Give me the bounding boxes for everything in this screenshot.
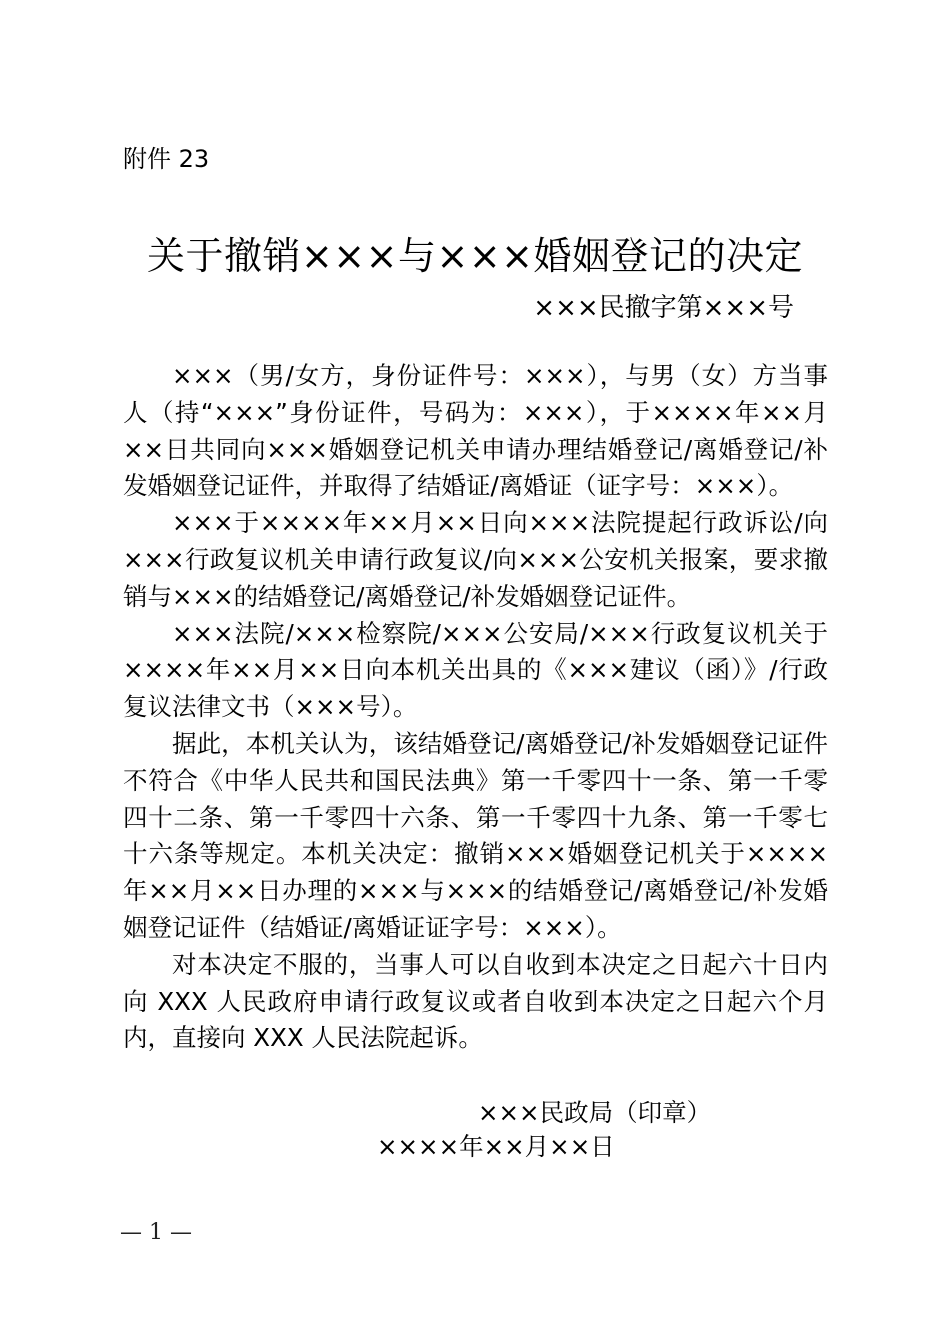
- paragraph-registration: ×××（男/女方，身份证件号：×××），与男（女）方当事人（持“×××”身份证件，号码为：×××），于××××年××月××日共同向×××婚姻登记机关申请办理结婚登记/离婚登记/补发婚姻登记证件，并取得了结婚证/离婚证（证字号：×××）。: [123, 361, 828, 501]
- document-body: [123, 358, 828, 1057]
- paragraph-appeal: 对本决定不服的，当事人可以自收到本决定之日起六十日内向 XXX 人民政府申请行政复议或者自收到本决定之日起六个月内，直接向 XXX 人民法院起诉。: [123, 949, 828, 1053]
- signature-authority: ×××民政局（印章）: [478, 1098, 712, 1127]
- paragraph-advice: ×××法院/×××检察院/×××公安局/×××行政复议机关于××××年××月××日向本机关出具的《×××建议（函）》/行政复议法律文书（×××号）。: [123, 618, 828, 722]
- document-title: 关于撤销×××与×××婚姻登记的决定: [146, 234, 804, 278]
- signature-date: ××××年××月××日: [377, 1132, 615, 1161]
- page-number: — 1 —: [120, 1220, 192, 1245]
- document-number: ×××民撤字第×××号: [533, 293, 794, 323]
- paragraph-litigation: ×××于××××年××月××日向×××法院提起行政诉讼/向×××行政复议机关申请行政复议/向×××公安机关报案，要求撤销与×××的结婚登记/离婚登记/补发婚姻登记证件。: [123, 508, 828, 611]
- attachment-label: 附件 23: [123, 145, 210, 173]
- paragraph-decision: 据此，本机关认为，该结婚登记/离婚登记/补发婚姻登记证件不符合《中华人民共和国民法典》第一千零四十一条、第一千零四十二条、第一千零四十六条、第一千零四十九条、第一千零七十六条等规定。本机关决定：撤销×××婚姻登记机关于××××年××月××日办理的×××与×××的结婚登记/离婚登记/补发婚姻登记证件（结婚证/离婚证证字号：×××）。: [123, 728, 828, 942]
